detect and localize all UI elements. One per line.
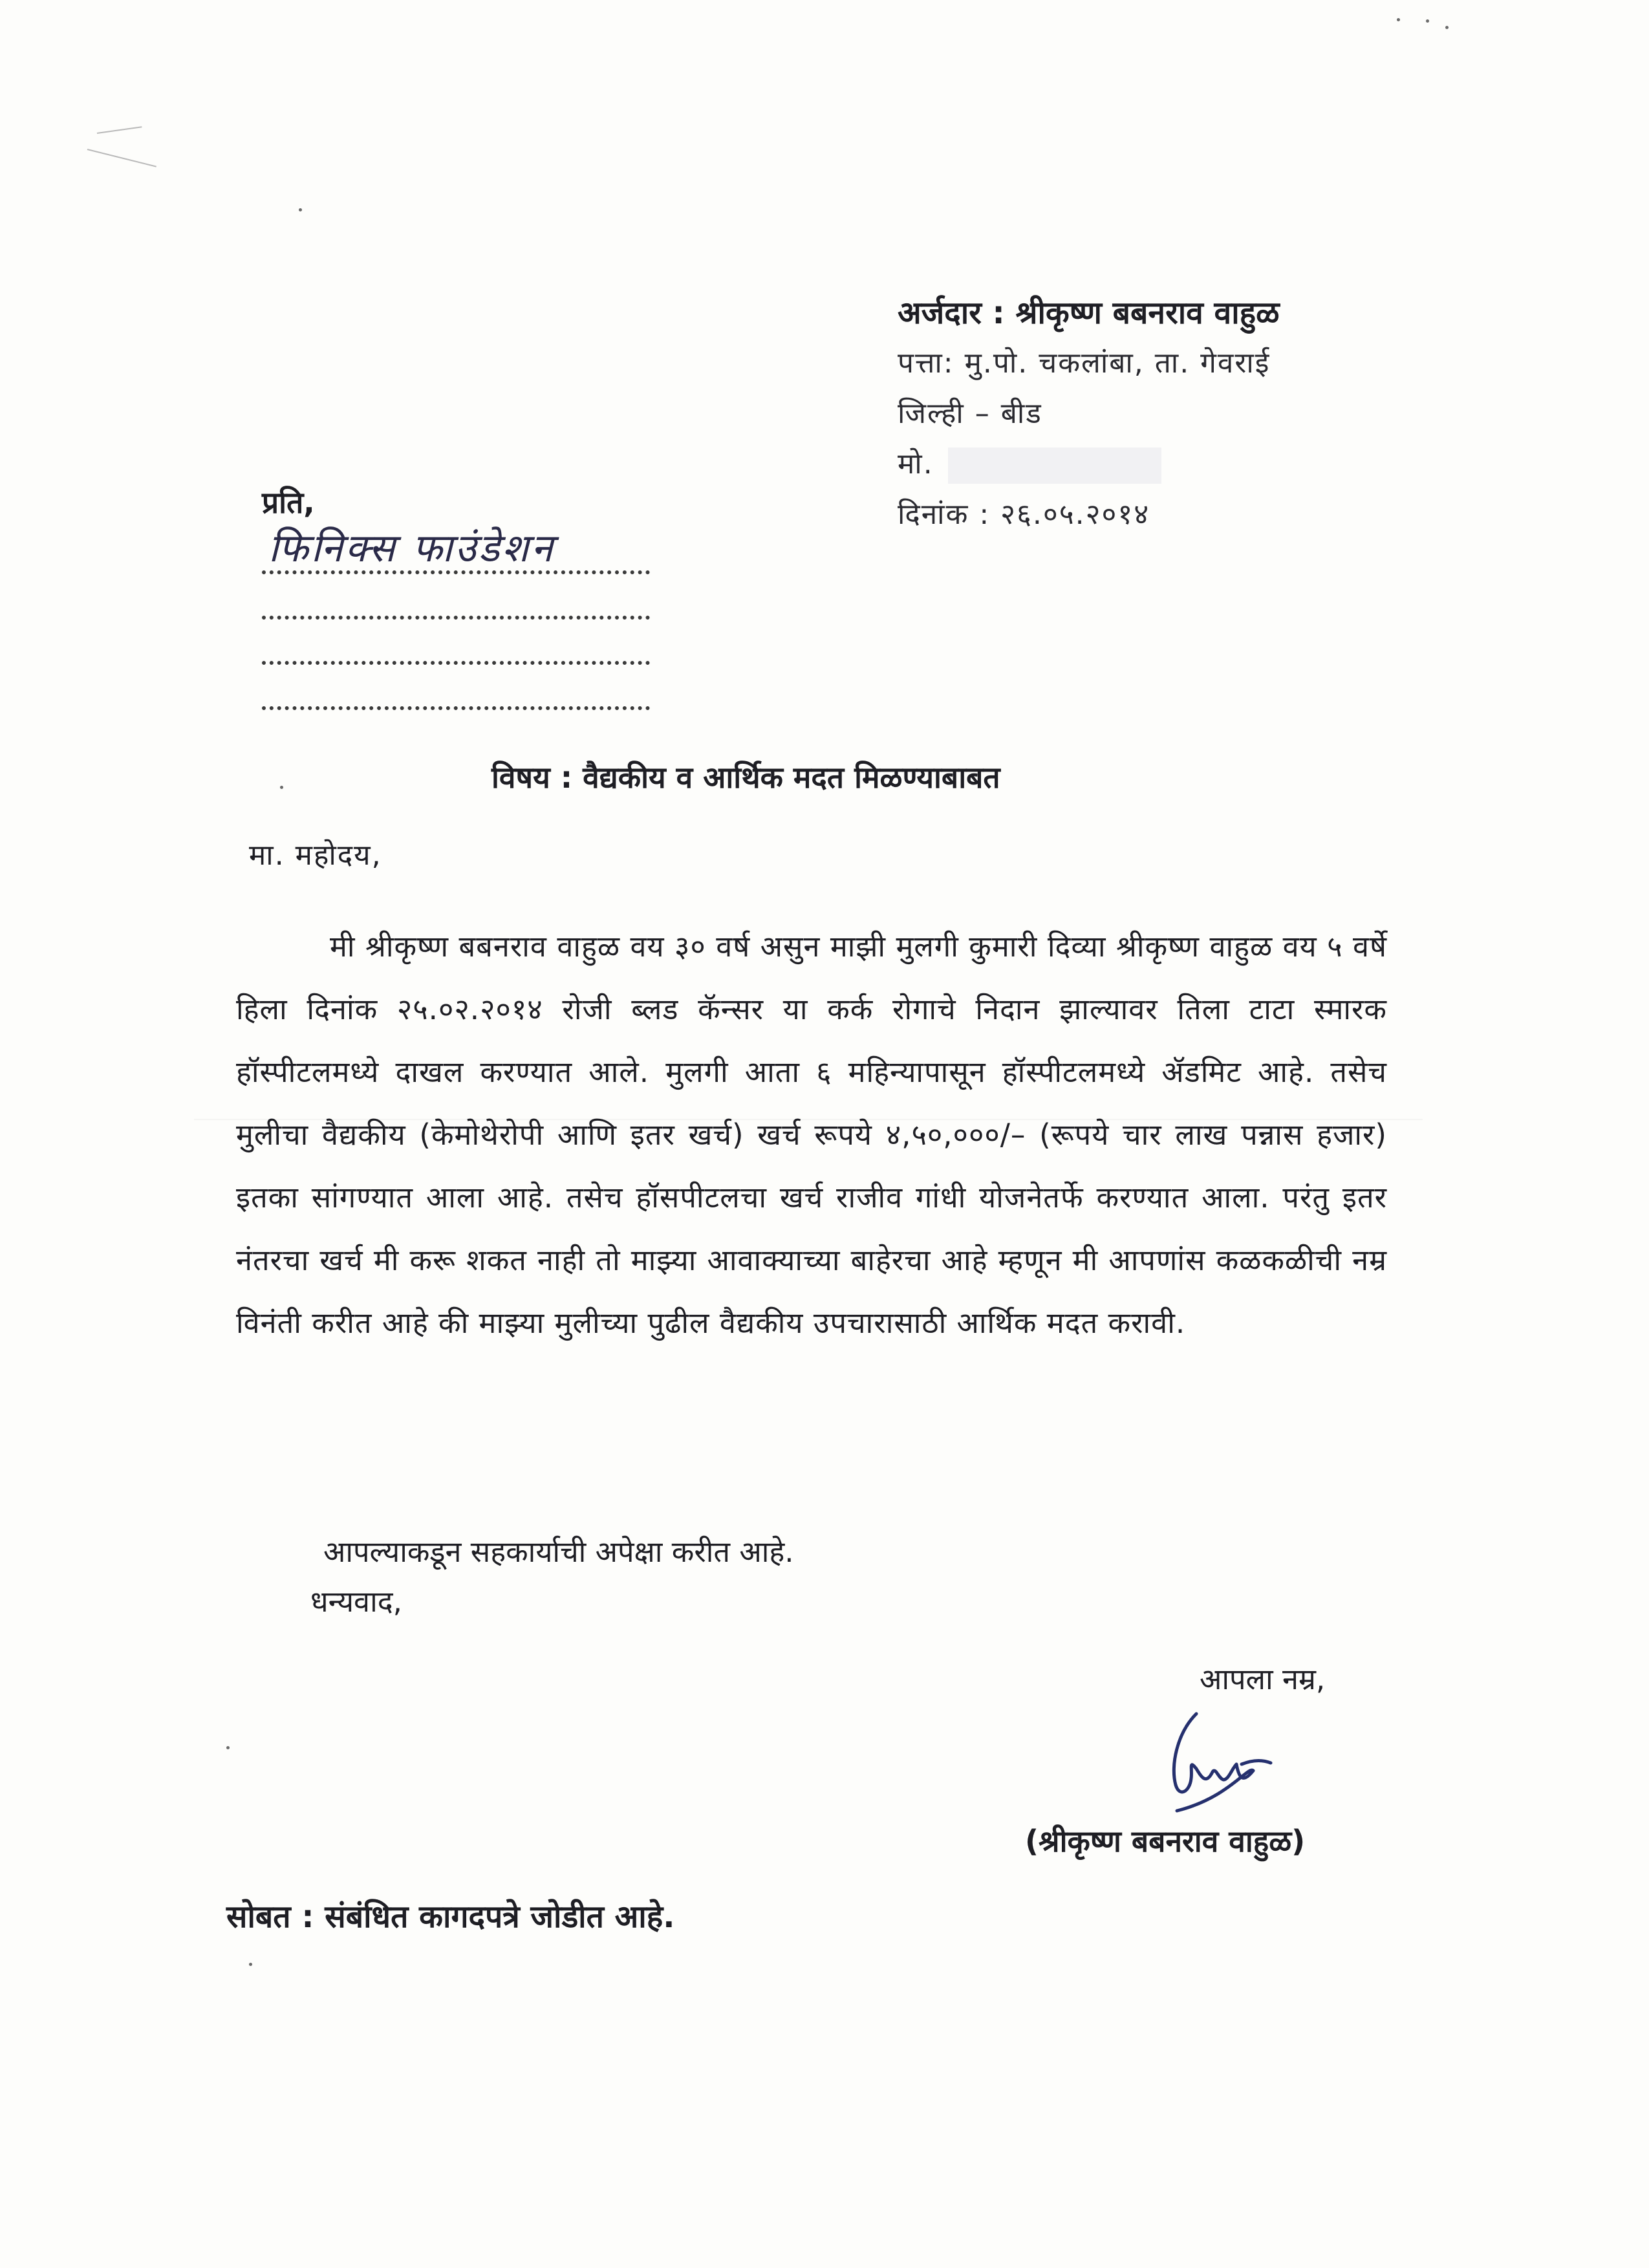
- recipient-line: [262, 574, 650, 620]
- recipient-line: [262, 620, 650, 665]
- scan-speck: [1445, 26, 1449, 29]
- signer-name: (श्रीकृष्ण बबनराव वाहुळ): [1025, 1824, 1306, 1859]
- recipient-lines: [262, 526, 650, 710]
- letter-subject: विषय : वैद्यकीय व आर्थिक मदत मिळण्याबाबत: [491, 760, 1000, 795]
- recipient-line: [262, 665, 650, 710]
- thanks-line: धन्यवाद,: [310, 1584, 402, 1619]
- recipient-line: [262, 526, 650, 574]
- applicant-block: [898, 288, 1480, 540]
- recipient-handwritten-name: फिनिक्स फाउंडेशन: [268, 526, 555, 571]
- scan-speck: [249, 1963, 252, 1966]
- salutation: मा. महोदय,: [249, 839, 382, 872]
- scan-speck: [280, 786, 283, 789]
- recipient-label: प्रति,: [262, 485, 315, 520]
- letter-body: मी श्रीकृष्ण बबनराव वाहुळ वय ३० वर्ष असुन माझी मुलगी कुमारी दिव्या श्रीकृष्ण वाहुळ वय ५ वर्षे हिला दिनांक २५.०२.२०१४ रोजी ब्लड कॅन्सर या कर्क रोगाचे निदान झाल्यावर तिला टाटा स्मारक हॉस्पीटलमध्ये दाखल करण्यात आले. मुलगी आता ६ महिन्यापासून हॉस्पीटलमध्ये ॲडमिट आहे. तसेच मुलीचा वैद्यकीय (केमोथेरोपी आणि इतर खर्च) खर्च रूपये ४,५०,०००/– (रूपये चार लाख पन्नास हजार) इतका सांगण्यात आला आहे. तसेच हॉसपीटलचा खर्च राजीव गांधी योजनेतर्फे करण्यात आला. परंतु इतर नंतरचा खर्च मी करू शकत नाही तो माझ्या आवाक्याच्या बाहेरचा आहे म्हणून मी आपणांस कळकळीची नम्र विनंती करीत आहे की माझ्या मुलीच्या पुढील वैद्यकीय उपचारासाठी आर्थिक मदत करावी.: [236, 929, 1387, 1340]
- applicant-name: अर्जदार : श्रीकृष्ण बबनराव वाहुळ: [898, 295, 1280, 331]
- mobile-label: मो.: [898, 448, 934, 481]
- scan-speck: [299, 208, 302, 211]
- yours-faithfully: आपला नम्र,: [1200, 1662, 1326, 1696]
- scan-speck: [1426, 19, 1429, 23]
- scan-speck: [226, 1746, 230, 1749]
- closing-line: आपल्याकडून सहकार्याची अपेक्षा करीत आहे.: [323, 1535, 794, 1569]
- scan-speck: [1397, 18, 1400, 21]
- signature-icon: [1151, 1707, 1274, 1824]
- applicant-district: जिल्ही – बीड: [898, 397, 1042, 430]
- scan-mark: [87, 149, 156, 167]
- mobile-redaction: [948, 448, 1161, 484]
- scan-mark: [97, 126, 142, 134]
- applicant-mobile: [898, 439, 1480, 490]
- applicant-address: पत्ता: मु.पो. चकलांबा, ता. गेवराई: [898, 347, 1271, 380]
- letter-date: दिनांक : २६.०५.२०१४: [898, 498, 1150, 531]
- enclosure-note: सोबत : संबंधित कागदपत्रे जोडीत आहे.: [226, 1899, 675, 1935]
